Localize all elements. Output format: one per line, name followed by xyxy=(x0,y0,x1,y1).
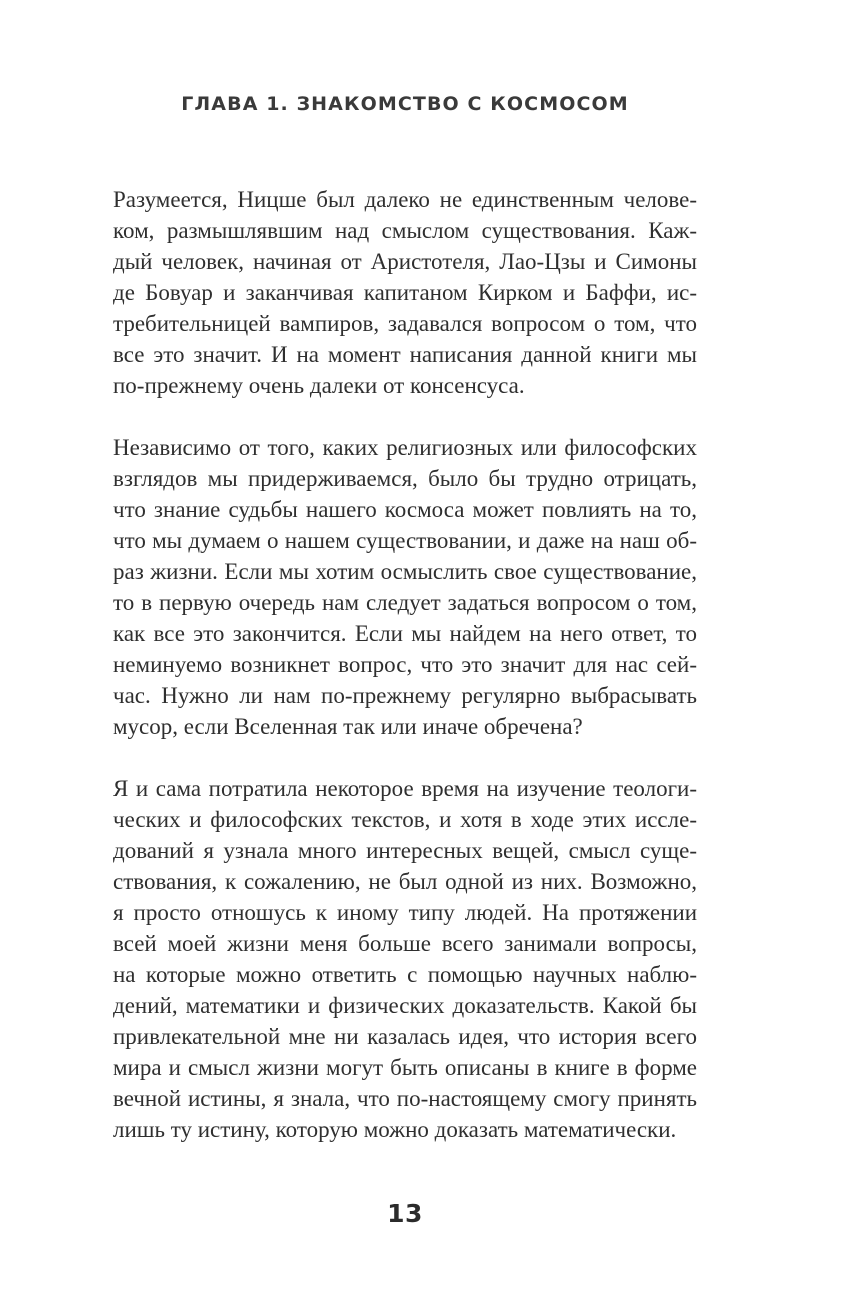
text-line: ком, размышлявшим над смыслом существования. Каж- xyxy=(113,218,697,243)
paragraph xyxy=(113,184,697,401)
paragraph xyxy=(113,773,697,1145)
text-line: требительницей вампиров, задавался вопросом о том, что xyxy=(113,311,697,336)
text-line: дований я узнала много интересных вещей, смысл суще- xyxy=(113,838,697,863)
text-line: раз жизни. Если мы хотим осмыслить свое существование, xyxy=(113,559,697,584)
text-line: Я и сама потратила некоторое время на изучение теологи- xyxy=(113,776,697,801)
page-number: 13 xyxy=(387,1199,423,1228)
body-text xyxy=(113,184,697,1145)
text-line: по-прежнему очень далеки от консенсуса. xyxy=(113,373,525,398)
text-line: лишь ту истину, которую можно доказать математически. xyxy=(113,1117,677,1142)
text-line: Разумеется, Ницше был далеко не единственным челове- xyxy=(113,187,697,212)
chapter-heading: ГЛАВА 1. ЗНАКОМСТВО С КОСМОСОМ xyxy=(181,93,629,115)
text-line: ствования, к сожалению, не был одной из них. Возможно, xyxy=(113,869,697,894)
text-line: вечной истины, я знала, что по-настоящему смогу принять xyxy=(113,1086,697,1111)
text-line: на которые можно ответить с помощью научных наблю- xyxy=(113,962,697,987)
book-page xyxy=(113,0,697,1228)
text-line: взглядов мы придерживаемся, было бы трудно отрицать, xyxy=(113,466,697,491)
text-line: дений, математики и физических доказательств. Какой бы xyxy=(113,993,697,1018)
text-line: что знание судьбы нашего космоса может повлиять на то, xyxy=(113,497,697,522)
paragraph xyxy=(113,432,697,742)
text-line: что мы думаем о нашем существовании, и даже на наш об- xyxy=(113,528,697,553)
text-line: неминуемо возникнет вопрос, что это значит для нас сей- xyxy=(113,652,697,677)
text-line: привлекательной мне ни казалась идея, что история всего xyxy=(113,1024,697,1049)
text-line: ческих и философских текстов, и хотя в ходе этих иссле- xyxy=(113,807,697,832)
text-line: Независимо от того, каких религиозных или философских xyxy=(113,435,697,460)
text-line: все это значит. И на момент написания данной книги мы xyxy=(113,342,697,367)
text-line: как все это закончится. Если мы найдем на него ответ, то xyxy=(113,621,697,646)
text-line: всей моей жизни меня больше всего занимали вопросы, xyxy=(113,931,697,956)
text-line: де Бовуар и заканчивая капитаном Кирком и Баффи, ис- xyxy=(113,280,697,305)
text-line: то в первую очередь нам следует задаться вопросом о том, xyxy=(113,590,697,615)
text-line: мусор, если Вселенная так или иначе обречена? xyxy=(113,714,583,739)
text-line: дый человек, начиная от Аристотеля, Лао-Цзы и Симоны xyxy=(113,249,697,274)
text-line: я просто отношусь к иному типу людей. На протяжении xyxy=(113,900,697,925)
text-line: час. Нужно ли нам по-прежнему регулярно выбрасывать xyxy=(113,683,697,708)
text-line: мира и смысл жизни могут быть описаны в книге в форме xyxy=(113,1055,697,1080)
